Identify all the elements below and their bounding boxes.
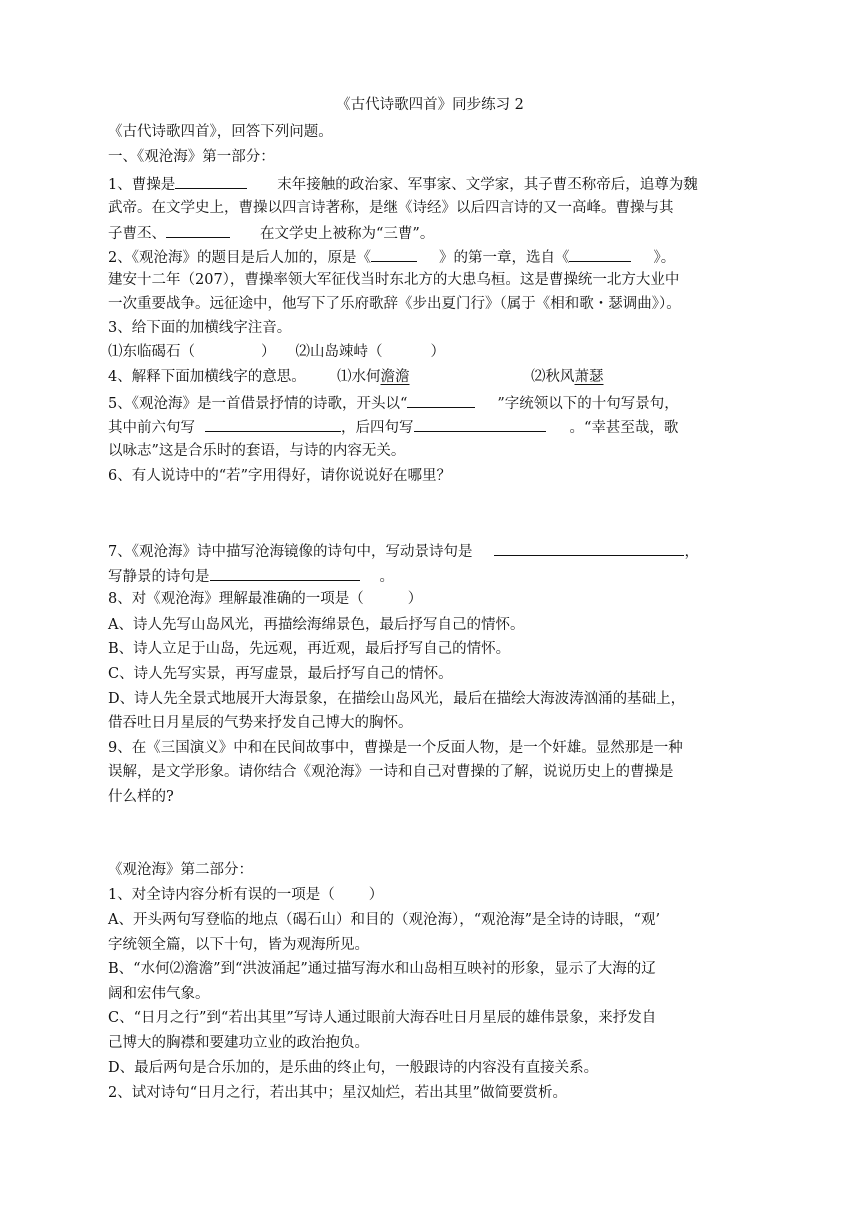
q8-option-a[interactable]: A、诗人先写山岛风光，再描绘海绵景色，最后抒写自己的情怀。 (108, 617, 525, 633)
q9-line2: 误解，是文学形象。请你结合《观沧海》一诗和自己对曹操的了解，说说历史上的曹操是 (108, 764, 674, 780)
q8-option-c[interactable]: C、诗人先写实景，再写虚景，最后抒写自己的情怀。 (108, 666, 453, 682)
p2-q1-option-a-line1[interactable]: A、开头两句写登临的地点（碣石山）和目的（观沧海），“观沧海”是全诗的诗眼，“观’ (108, 912, 661, 928)
p2-q1-option-c-line2: 己博大的胸襟和要建功立业的政治抱负。 (108, 1035, 369, 1051)
q8-option-d-line2: 借吞吐日月星辰的气势来抒发自己博大的胸怀。 (108, 715, 413, 731)
q6-prompt: 6、有人说诗中的“若”字用得好，请你说说好在哪里？ (108, 468, 452, 484)
answer-blank[interactable] (569, 246, 631, 262)
part1-heading: 一、《观沧海》第一部分： (108, 149, 275, 165)
underlined-word: 澹澹 (380, 369, 410, 385)
q7-line1: 7、《观沧海》诗中描写沧海镜像的诗句中，写动景诗句是 ， (108, 540, 699, 560)
q9-line3: 什么样的? (108, 789, 174, 805)
q4-item2: ⑵秋风萧瑟 (531, 369, 604, 385)
q5-line1: 5、《观沧海》是一首借景抒情的诗歌，开头以“ ”字统领以下的十句写景句， (108, 392, 679, 412)
underlined-word: 萧瑟 (574, 369, 604, 385)
p2-q2-prompt: 2、试对诗句“日月之行，若出其中；星汉灿烂，若出其里”做简要赏析。 (108, 1085, 568, 1101)
q1-line2: 武帝。在文学史上，曹操以四言诗著称，是继《诗经》以后四言诗的又一高峰。曹操与其 (108, 200, 674, 216)
p2-q1-option-b-line1[interactable]: B、“水何⑵澹澹”到“洪波涌起”通过描写海水和山岛相互映衬的形象，显示了大海的辽 (108, 961, 656, 977)
q8-prompt: 8、对《观沧海》理解最准确的一项是（ ） (108, 591, 423, 607)
q2-line3: 一次重要战争。远征途中，他写下了乐府歌辞《步出夏门行》（属于《相和歌・瑟调曲》）。 (108, 296, 681, 312)
answer-blank[interactable] (407, 392, 475, 408)
q4-item1: ⑴水何澹澹 (337, 369, 410, 385)
p2-q1-option-c-line1[interactable]: C、“日月之行”到“若出其里”写诗人通过眼前大海吞吐日月星辰的雄伟景象，来抒发自 (108, 1010, 657, 1026)
q8-option-b[interactable]: B、诗人立足于山岛，先远观，再近观，最后抒写自己的情怀。 (108, 641, 511, 657)
answer-blank[interactable] (166, 222, 230, 238)
q3-items: ⑴东临碣石（ ） ⑵山岛竦峙（ ） (108, 344, 445, 360)
answer-blank[interactable] (414, 416, 546, 432)
q1-line1: 1、曹操是 末年接触的政治家、军事家、文学家，其子曹丕称帝后，追尊为魏 (108, 173, 698, 193)
q8-option-d-line1[interactable]: D、诗人先全景式地展开大海景象，在描绘山岛风光，最后在描绘大海波涛汹涌的基础上， (108, 691, 686, 707)
q2-line2: 建安十二年（207），曹操率领大军征伐当时东北方的大患乌桓。这是曹操统一北方大业中 (108, 272, 680, 288)
answer-blank[interactable] (205, 416, 341, 432)
p2-q1-option-d[interactable]: D、最后两句是合乐加的，是乐曲的终止句，一般跟诗的内容没有直接关系。 (108, 1060, 599, 1076)
answer-blank[interactable] (494, 540, 684, 556)
q5-line2: 其中前六句写 ，后四句写 。“幸甚至哉，歌 (108, 416, 678, 436)
answer-blank[interactable] (371, 246, 417, 262)
document-title: 《古代诗歌四首》同步练习 2 (336, 97, 524, 113)
q5-line3: 以咏志”这是合乐时的套语，与诗的内容无关。 (108, 443, 406, 459)
part2-heading: 《观沧海》第二部分： (108, 862, 253, 878)
q2-line1: 2、《观沧海》的题目是后人加的，原是《 》的第一章，选自《 》。 (108, 246, 675, 266)
q3-prompt: 3、给下面的加横线字注音。 (108, 320, 292, 336)
p2-q1-prompt: 1、对全诗内容分析有误的一项是（ ） (108, 887, 384, 903)
q1-line3: 子曹丕、 在文学史上被称为“三曹”。 (108, 222, 434, 242)
answer-blank[interactable] (175, 173, 247, 189)
q7-line2: 写静景的诗句是 。 (108, 565, 394, 585)
intro-line: 《古代诗歌四首》，回答下列问题。 (108, 124, 333, 140)
p2-q1-option-b-line2: 阔和宏伟气象。 (108, 986, 210, 1002)
q9-line1: 9、在《三国演义》中和在民间故事中，曹操是一个反面人物，是一个奸雄。显然那是一种 (108, 740, 683, 756)
answer-blank[interactable] (210, 565, 360, 581)
q4-prompt: 4、解释下面加横线字的意思。 (108, 369, 306, 385)
p2-q1-option-a-line2: 字统领全篇，以下十句，皆为观海所见。 (108, 937, 369, 953)
